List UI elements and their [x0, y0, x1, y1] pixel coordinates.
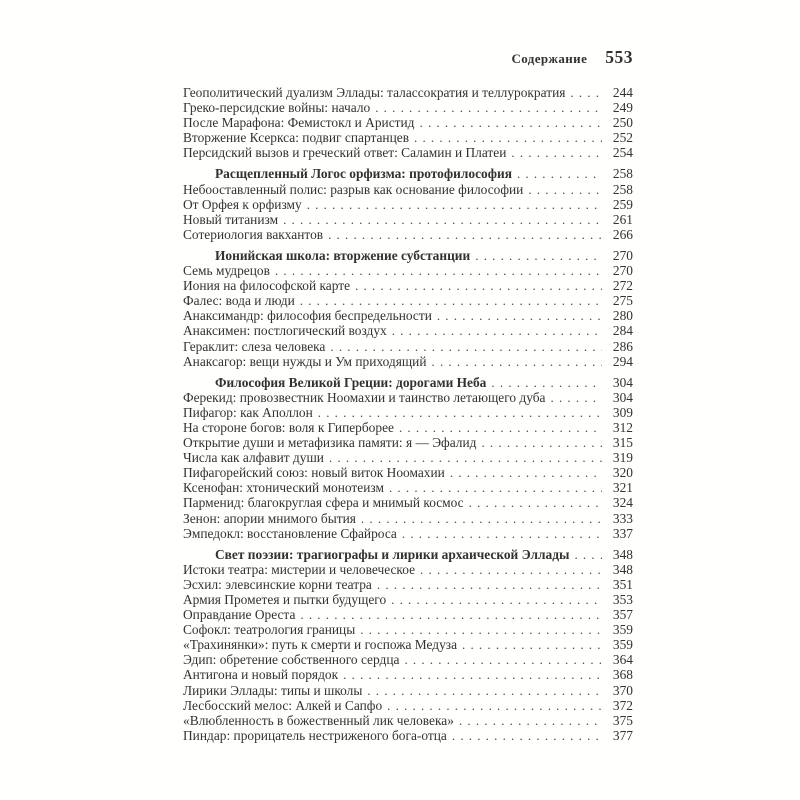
toc-entry-title: Расщепленный Логос орфизма: протофилософия: [215, 166, 512, 182]
toc-entry: [183, 577, 633, 592]
dot-leader: [414, 130, 602, 145]
dot-leader: [343, 667, 602, 682]
toc-entry: [183, 390, 633, 405]
dot-leader: [469, 495, 602, 510]
toc-entry-page-number: 272: [612, 278, 633, 294]
dot-leader: [491, 375, 602, 390]
toc-entry-page-number: 312: [612, 419, 633, 435]
toc-entry: [183, 197, 633, 212]
toc-entry-page-number: 252: [612, 130, 633, 146]
toc-entry: [183, 698, 633, 713]
toc-entry-page-number: 348: [612, 546, 633, 562]
toc-entry-title: Ферекид: провозвестник Ноомахии и таинство летающего дуба: [183, 389, 546, 405]
toc-entry-title: Персидский вызов и греческий ответ: Саламин и Платеи: [183, 145, 507, 161]
dot-leader: [355, 278, 602, 293]
dot-leader: [387, 698, 602, 713]
toc-entry-title: От Орфея к орфизму: [183, 196, 302, 212]
dot-leader: [574, 547, 602, 562]
dot-leader: [275, 263, 602, 278]
dot-leader: [437, 308, 602, 323]
toc-entry-title: На стороне богов: воля к Гиперборее: [183, 419, 394, 435]
toc-entry-title: Истоки театра: мистерии и человеческое: [183, 561, 416, 577]
toc-entry-page-number: 359: [612, 622, 633, 638]
toc-entry-title: Свет поэзии: трагиографы и лирики архаической Эллады: [215, 546, 570, 562]
toc-entry-title: Семь мудрецов: [183, 263, 270, 279]
dot-leader: [300, 293, 602, 308]
running-head: [511, 47, 633, 68]
toc-entry-page-number: 337: [612, 525, 633, 541]
toc-entry: [183, 495, 633, 510]
toc-entry-page-number: 294: [612, 353, 633, 369]
toc-entry-page-number: 309: [612, 404, 633, 420]
toc-entry-page-number: 250: [612, 115, 633, 131]
toc-entry-page-number: 377: [612, 727, 633, 743]
dot-leader: [361, 511, 602, 526]
toc-entry-title: «Влюбленность в божественный лик человека»: [183, 712, 454, 728]
toc-entry-page-number: 321: [612, 480, 633, 496]
toc-entry-page-number: 353: [612, 592, 633, 607]
dot-leader: [318, 405, 602, 420]
toc-entry-title: Антигона и новый порядок: [183, 667, 339, 683]
toc-entry-page-number: 249: [612, 100, 633, 116]
dot-leader: [307, 197, 602, 212]
toc-entry-title: После Марафона: Фемистокл и Аристид: [183, 115, 415, 131]
toc-entry-title: Эсхил: элевсинские корни театра: [183, 576, 372, 592]
toc-entry-page-number: 280: [612, 308, 633, 324]
toc-entry: [183, 293, 633, 308]
dot-leader: [450, 465, 602, 480]
toc-entry-page-number: 259: [612, 196, 633, 212]
toc-entry: [183, 480, 633, 495]
toc-entry-title: Иония на философской карте: [183, 278, 351, 294]
toc-entry-page-number: 304: [612, 374, 633, 390]
toc-entry-page-number: 258: [612, 181, 633, 197]
toc-entry-page-number: 359: [612, 637, 633, 653]
toc-entry-title: Лесбосский мелос: Алкей и Сапфо: [183, 697, 383, 713]
toc-entry: [183, 115, 633, 130]
toc-entry-page-number: 319: [612, 450, 633, 466]
dot-leader: [328, 227, 602, 242]
toc-entry-title: Греко-персидские войны: начало: [183, 100, 371, 116]
toc-section-heading: [183, 166, 633, 181]
dot-leader: [420, 562, 602, 577]
toc-entry-page-number: 254: [612, 145, 633, 161]
toc-entry-title: Пиндар: прорицатель нестриженого бога-отца: [183, 727, 447, 743]
toc-entry: [183, 100, 633, 115]
toc-entry-page-number: 258: [612, 166, 633, 182]
toc-entry-title: Оправдание Ореста: [183, 607, 296, 623]
toc-entry: [183, 465, 633, 480]
toc-entry-title: Анаксимандр: философия беспредельности: [183, 308, 432, 324]
dot-leader: [330, 339, 602, 354]
toc-entry-title: Фалес: вода и люди: [183, 293, 295, 309]
toc-entry: [183, 263, 633, 278]
dot-leader: [528, 182, 602, 197]
toc-entry-page-number: 244: [612, 85, 633, 100]
toc-entry-page-number: 348: [612, 561, 633, 577]
toc-entry-title: Лирики Эллады: типы и школы: [183, 682, 363, 698]
toc-entry-page-number: 368: [612, 667, 633, 683]
dot-leader: [399, 420, 602, 435]
toc-entry-page-number: 320: [612, 465, 633, 481]
toc-entry: [183, 713, 633, 728]
running-head-title: Содержание: [511, 51, 588, 66]
dot-leader: [283, 212, 602, 227]
toc-entry-title: Гераклит: слеза человека: [183, 338, 326, 354]
dot-leader: [392, 323, 602, 338]
toc-entry: [183, 652, 633, 667]
toc-entry-page-number: 364: [612, 652, 633, 668]
toc-entry-page-number: 284: [612, 323, 633, 339]
toc-entry: [183, 145, 633, 160]
toc-entry-title: Вторжение Ксеркса: подвиг спартанцев: [183, 130, 410, 146]
toc-entry: [183, 683, 633, 698]
dot-leader: [432, 354, 602, 369]
toc-entry: [183, 405, 633, 420]
toc-entry-title: Новый титанизм: [183, 211, 279, 227]
toc-entry-title: Парменид: благокруглая сфера и мнимый космос: [183, 495, 464, 511]
toc-entry-page-number: 357: [612, 607, 633, 623]
dot-leader: [402, 526, 602, 541]
toc-entry-page-number: 351: [612, 576, 633, 592]
toc-entry: [183, 667, 633, 682]
dot-leader: [462, 637, 602, 652]
toc-entry-title: Анаксагор: вещи нужды и Ум приходящий: [183, 353, 427, 369]
toc-entry-page-number: 270: [612, 263, 633, 279]
toc-entry: [183, 420, 633, 435]
toc-entry: [183, 182, 633, 197]
toc-entry-title: Сотериология вакхантов: [183, 226, 324, 242]
toc-entry-title: Ионийская школа: вторжение субстанции: [215, 247, 471, 263]
dot-leader: [570, 85, 602, 100]
toc-list: [183, 85, 633, 743]
dot-leader: [420, 115, 603, 130]
toc-entry: [183, 728, 633, 743]
toc-entry-page-number: 333: [612, 510, 633, 526]
toc-entry: [183, 450, 633, 465]
dot-leader: [475, 248, 602, 263]
toc-entry-title: Философия Великой Греции: дорогами Неба: [215, 374, 487, 390]
toc-entry: [183, 637, 633, 652]
toc-entry: [183, 354, 633, 369]
toc-entry: [183, 227, 633, 242]
toc-entry-title: Геополитический дуализм Эллады: талассократия и теллурократия: [183, 85, 566, 100]
dot-leader: [517, 166, 602, 181]
toc-entry-title: Армия Прометея и пытки будущего: [183, 592, 387, 607]
toc-entry: [183, 212, 633, 227]
toc-entry: [183, 130, 633, 145]
toc-entry-page-number: 375: [612, 712, 633, 728]
toc-entry-title: Небооставленный полис: разрыв как основание философии: [183, 181, 524, 197]
toc-entry-page-number: 370: [612, 682, 633, 698]
toc-entry-page-number: 261: [612, 211, 633, 227]
toc-entry: [183, 592, 633, 607]
toc-entry-page-number: 275: [612, 293, 633, 309]
dot-leader: [389, 480, 602, 495]
toc-entry: [183, 622, 633, 637]
toc-entry-title: Эмпедокл: восстановление Сфайроса: [183, 525, 397, 541]
toc-entry-title: Зенон: апории мнимого бытия: [183, 510, 356, 526]
dot-leader: [329, 450, 602, 465]
dot-leader: [377, 577, 602, 592]
dot-leader: [375, 100, 602, 115]
running-head-page-number: 553: [605, 47, 633, 67]
dot-leader: [452, 728, 602, 743]
toc-section-heading: [183, 547, 633, 562]
toc-entry-title: Пифагорейский союз: новый виток Ноомахии: [183, 465, 445, 481]
toc-entry-title: Эдип: обретение собственного сердца: [183, 652, 400, 668]
toc-entry-title: Числа как алфавит души: [183, 450, 324, 466]
toc-entry-title: Ксенофан: хтонический монотеизм: [183, 480, 384, 496]
toc-entry-page-number: 286: [612, 338, 633, 354]
toc-entry-title: Пифагор: как Аполлон: [183, 404, 313, 420]
toc-entry: [183, 526, 633, 541]
toc-entry-page-number: 266: [612, 226, 633, 242]
toc-entry-title: Анаксимен: постлогический воздух: [183, 323, 387, 339]
toc-entry-page-number: 315: [612, 435, 633, 451]
dot-leader: [367, 683, 602, 698]
dot-leader: [404, 652, 602, 667]
toc-entry: [183, 607, 633, 622]
dot-leader: [511, 145, 602, 160]
toc-entry: [183, 339, 633, 354]
toc-entry-page-number: 372: [612, 697, 633, 713]
toc-entry: [183, 435, 633, 450]
toc-entry: [183, 511, 633, 526]
dot-leader: [391, 592, 602, 607]
dot-leader: [459, 713, 602, 728]
dot-leader: [481, 435, 602, 450]
toc-entry: [183, 278, 633, 293]
toc-entry: [183, 323, 633, 338]
dot-leader: [551, 390, 602, 405]
toc-entry-page-number: 304: [612, 389, 633, 405]
toc-entry-page-number: 324: [612, 495, 633, 511]
dot-leader: [300, 607, 602, 622]
toc-entry-page-number: 270: [612, 247, 633, 263]
toc-section-heading: [183, 248, 633, 263]
dot-leader: [360, 622, 602, 637]
toc-entry: [183, 308, 633, 323]
toc-entry-title: Софокл: театрология границы: [183, 622, 356, 638]
toc-entry: [183, 562, 633, 577]
toc-entry-title: «Трахинянки»: путь к смерти и госпожа Медуза: [183, 637, 458, 653]
toc-entry-title: Открытие души и метафизика памяти: я — Эфалид: [183, 435, 477, 451]
toc-entry: [183, 85, 633, 100]
toc-section-heading: [183, 375, 633, 390]
